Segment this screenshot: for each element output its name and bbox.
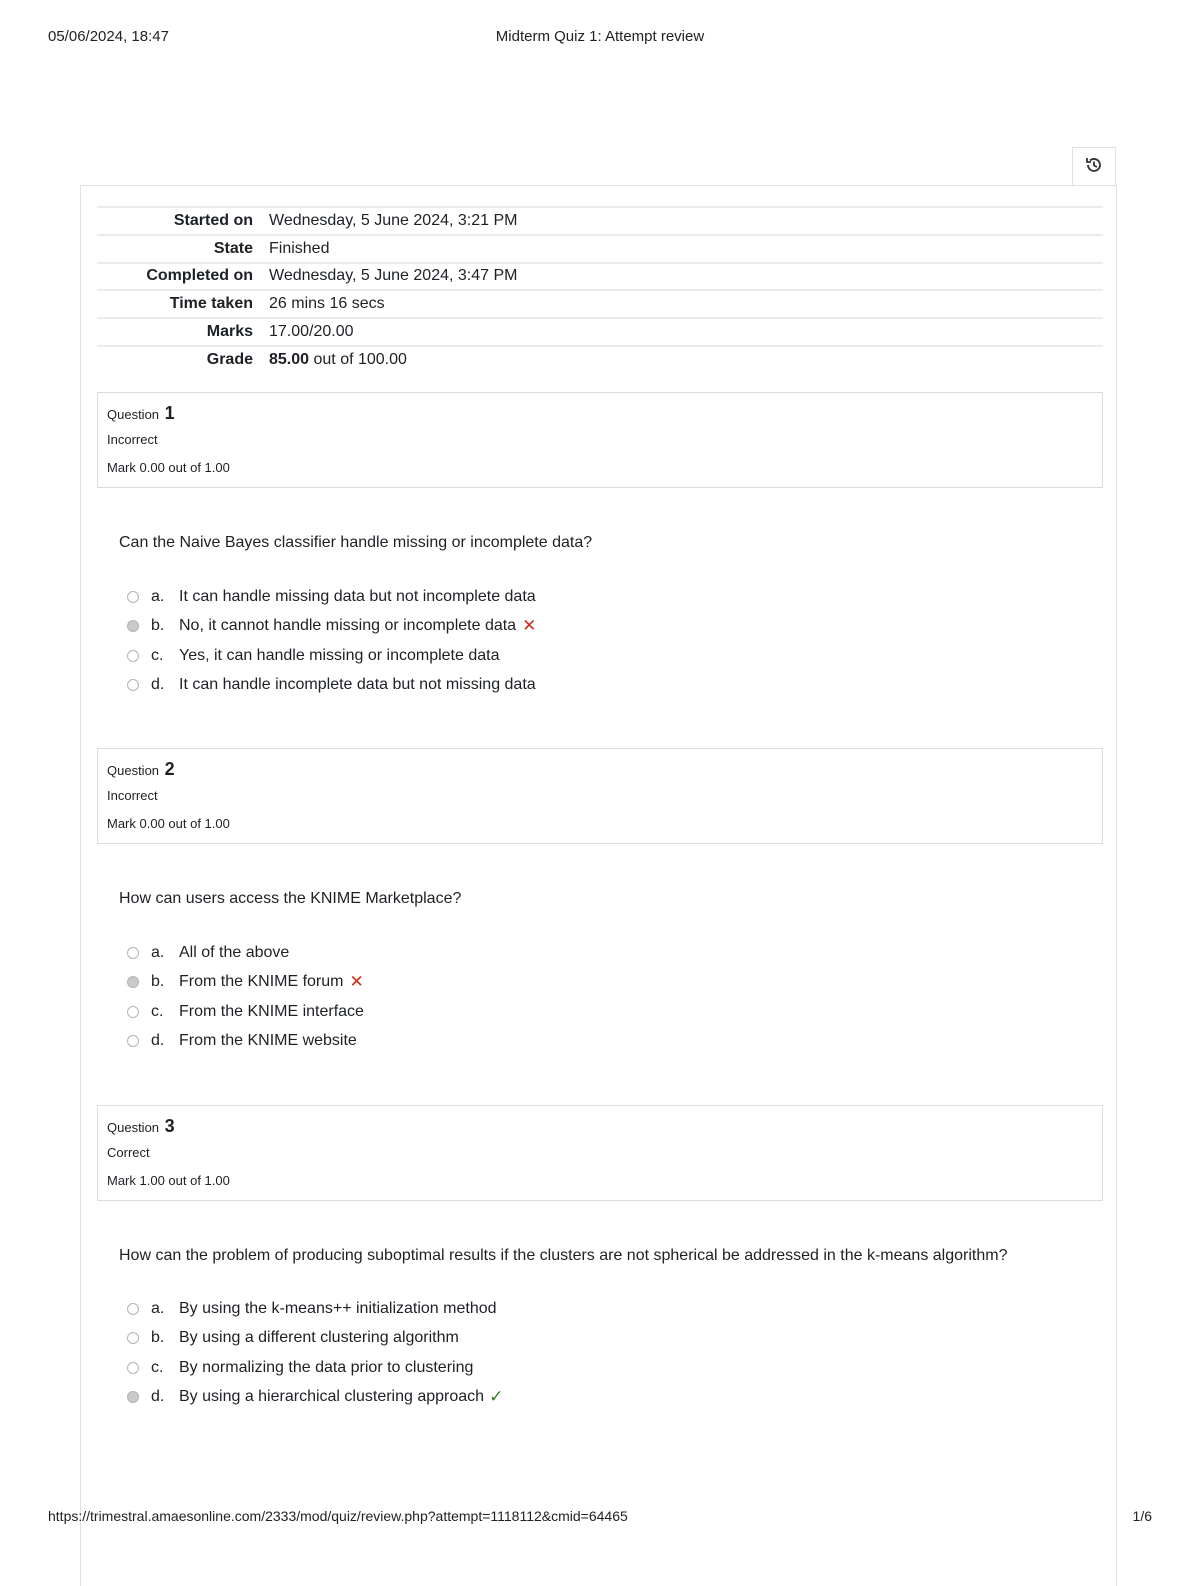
answer-option	[127, 1383, 503, 1413]
page-number: 1/6	[1132, 1508, 1152, 1524]
answer-radio[interactable]	[127, 1332, 139, 1344]
answer-text: It can handle missing data but not incomplete data	[179, 587, 536, 605]
answer-radio-selected[interactable]	[127, 1391, 139, 1403]
summary-value: Wednesday, 5 June 2024, 3:47 PM	[269, 263, 1103, 291]
answer-text: From the KNIME interface	[179, 1002, 364, 1020]
summary-label: Started on	[97, 207, 269, 235]
question-number	[107, 1116, 175, 1137]
question-label: Question	[107, 407, 160, 422]
answer-list	[127, 938, 364, 1056]
answer-radio[interactable]	[127, 1362, 139, 1374]
summary-label: Marks	[97, 318, 269, 346]
answer-option	[127, 1294, 503, 1324]
answer-letter: b.	[151, 617, 165, 635]
answer-text: Yes, it can handle missing or incomplete data	[179, 646, 500, 664]
grade-value: 85.00	[269, 351, 310, 369]
answer-text: By using a hierarchical clustering approach	[179, 1388, 485, 1406]
answer-letter: c.	[151, 1358, 164, 1376]
answer-text: By using a different clustering algorithm	[179, 1329, 459, 1347]
answer-list	[127, 1294, 503, 1412]
summary-value: Wednesday, 5 June 2024, 3:21 PM	[269, 207, 1103, 235]
summary-value: 17.00/20.00	[269, 318, 1103, 346]
answer-option	[127, 641, 536, 671]
answer-letter: d.	[151, 676, 165, 694]
question-number	[107, 759, 175, 780]
question-info-1	[97, 392, 1103, 488]
print-title: Midterm Quiz 1: Attempt review	[495, 28, 705, 45]
answer-radio[interactable]	[127, 591, 139, 603]
answer-text: By normalizing the data prior to clustering	[179, 1358, 474, 1376]
answer-option	[127, 1353, 503, 1383]
question-number-value: 2	[164, 759, 175, 779]
question-text: How can users access the KNIME Marketplace?	[119, 890, 462, 907]
question-text: How can the problem of producing suboptimal results if the clusters are not spherical be addressed in the k-means algorithm?	[119, 1247, 1008, 1264]
question-text: Can the Naive Bayes classifier handle missing or incomplete data?	[119, 534, 593, 551]
question-state: Incorrect	[107, 432, 158, 447]
summary-row	[97, 318, 1103, 346]
print-timestamp: 05/06/2024, 18:47	[48, 28, 169, 45]
answer-text: From the KNIME website	[179, 1032, 357, 1050]
answer-radio[interactable]	[127, 947, 139, 959]
summary-row	[97, 346, 1103, 374]
answer-letter: d.	[151, 1032, 165, 1050]
incorrect-icon: ✕	[522, 616, 537, 636]
answer-letter: b.	[151, 1329, 165, 1347]
question-info-3	[97, 1105, 1103, 1201]
answer-option	[127, 968, 364, 998]
answer-text: All of the above	[179, 943, 290, 961]
grade-suffix: out of 100.00	[313, 351, 407, 369]
answer-option	[127, 997, 364, 1027]
answer-text: It can handle incomplete data but not missing data	[179, 676, 536, 694]
answer-option	[127, 938, 364, 968]
answer-letter: c.	[151, 646, 164, 664]
question-number-value: 1	[164, 403, 175, 423]
question-number-value: 3	[164, 1116, 175, 1136]
answer-radio[interactable]	[127, 650, 139, 662]
answer-option	[127, 1027, 364, 1057]
answer-option	[127, 582, 536, 612]
print-header	[48, 28, 1152, 48]
summary-label: Time taken	[97, 290, 269, 318]
question-number	[107, 403, 175, 424]
answer-option	[127, 612, 536, 642]
answer-radio[interactable]	[127, 1303, 139, 1315]
answer-letter: d.	[151, 1388, 165, 1406]
summary-row	[97, 235, 1103, 263]
answer-letter: a.	[151, 587, 165, 605]
answer-radio-selected[interactable]	[127, 620, 139, 632]
summary-label: Completed on	[97, 263, 269, 291]
print-footer	[48, 1508, 1152, 1528]
answer-text: From the KNIME forum	[179, 973, 344, 991]
question-label: Question	[107, 1120, 160, 1135]
answer-letter: a.	[151, 943, 165, 961]
question-state: Incorrect	[107, 788, 158, 803]
answer-list	[127, 582, 536, 700]
answer-letter: a.	[151, 1299, 165, 1317]
history-button[interactable]	[1072, 147, 1116, 186]
question-info-2	[97, 748, 1103, 844]
answer-radio[interactable]	[127, 1035, 139, 1047]
answer-radio[interactable]	[127, 679, 139, 691]
summary-row	[97, 263, 1103, 291]
answer-radio-selected[interactable]	[127, 976, 139, 988]
question-mark: Mark 0.00 out of 1.00	[107, 460, 230, 475]
question-state: Correct	[107, 1145, 150, 1160]
answer-text: By using the k-means++ initialization method	[179, 1299, 497, 1317]
question-mark: Mark 1.00 out of 1.00	[107, 1173, 230, 1188]
summary-value: Finished	[269, 235, 1103, 263]
answer-option	[127, 1324, 503, 1354]
answer-letter: b.	[151, 973, 165, 991]
history-icon	[1084, 155, 1104, 180]
answer-letter: c.	[151, 1002, 164, 1020]
answer-radio[interactable]	[127, 1006, 139, 1018]
answer-text: No, it cannot handle missing or incomplete data	[179, 617, 517, 635]
summary-row	[97, 207, 1103, 235]
summary-label: Grade	[97, 346, 269, 374]
summary-value: 26 mins 16 secs	[269, 290, 1103, 318]
print-url: https://trimestral.amaesonline.com/2333/mod/quiz/review.php?attempt=1118112&cmid=64465	[48, 1508, 628, 1524]
summary-label: State	[97, 235, 269, 263]
summary-row	[97, 290, 1103, 318]
attempt-summary-table	[97, 206, 1103, 374]
attempt-review-panel	[80, 185, 1117, 1586]
summary-value	[269, 346, 1103, 374]
question-label: Question	[107, 763, 160, 778]
answer-option	[127, 671, 536, 701]
incorrect-icon: ✕	[349, 972, 364, 992]
correct-icon: ✓	[489, 1387, 504, 1407]
question-mark: Mark 0.00 out of 1.00	[107, 816, 230, 831]
